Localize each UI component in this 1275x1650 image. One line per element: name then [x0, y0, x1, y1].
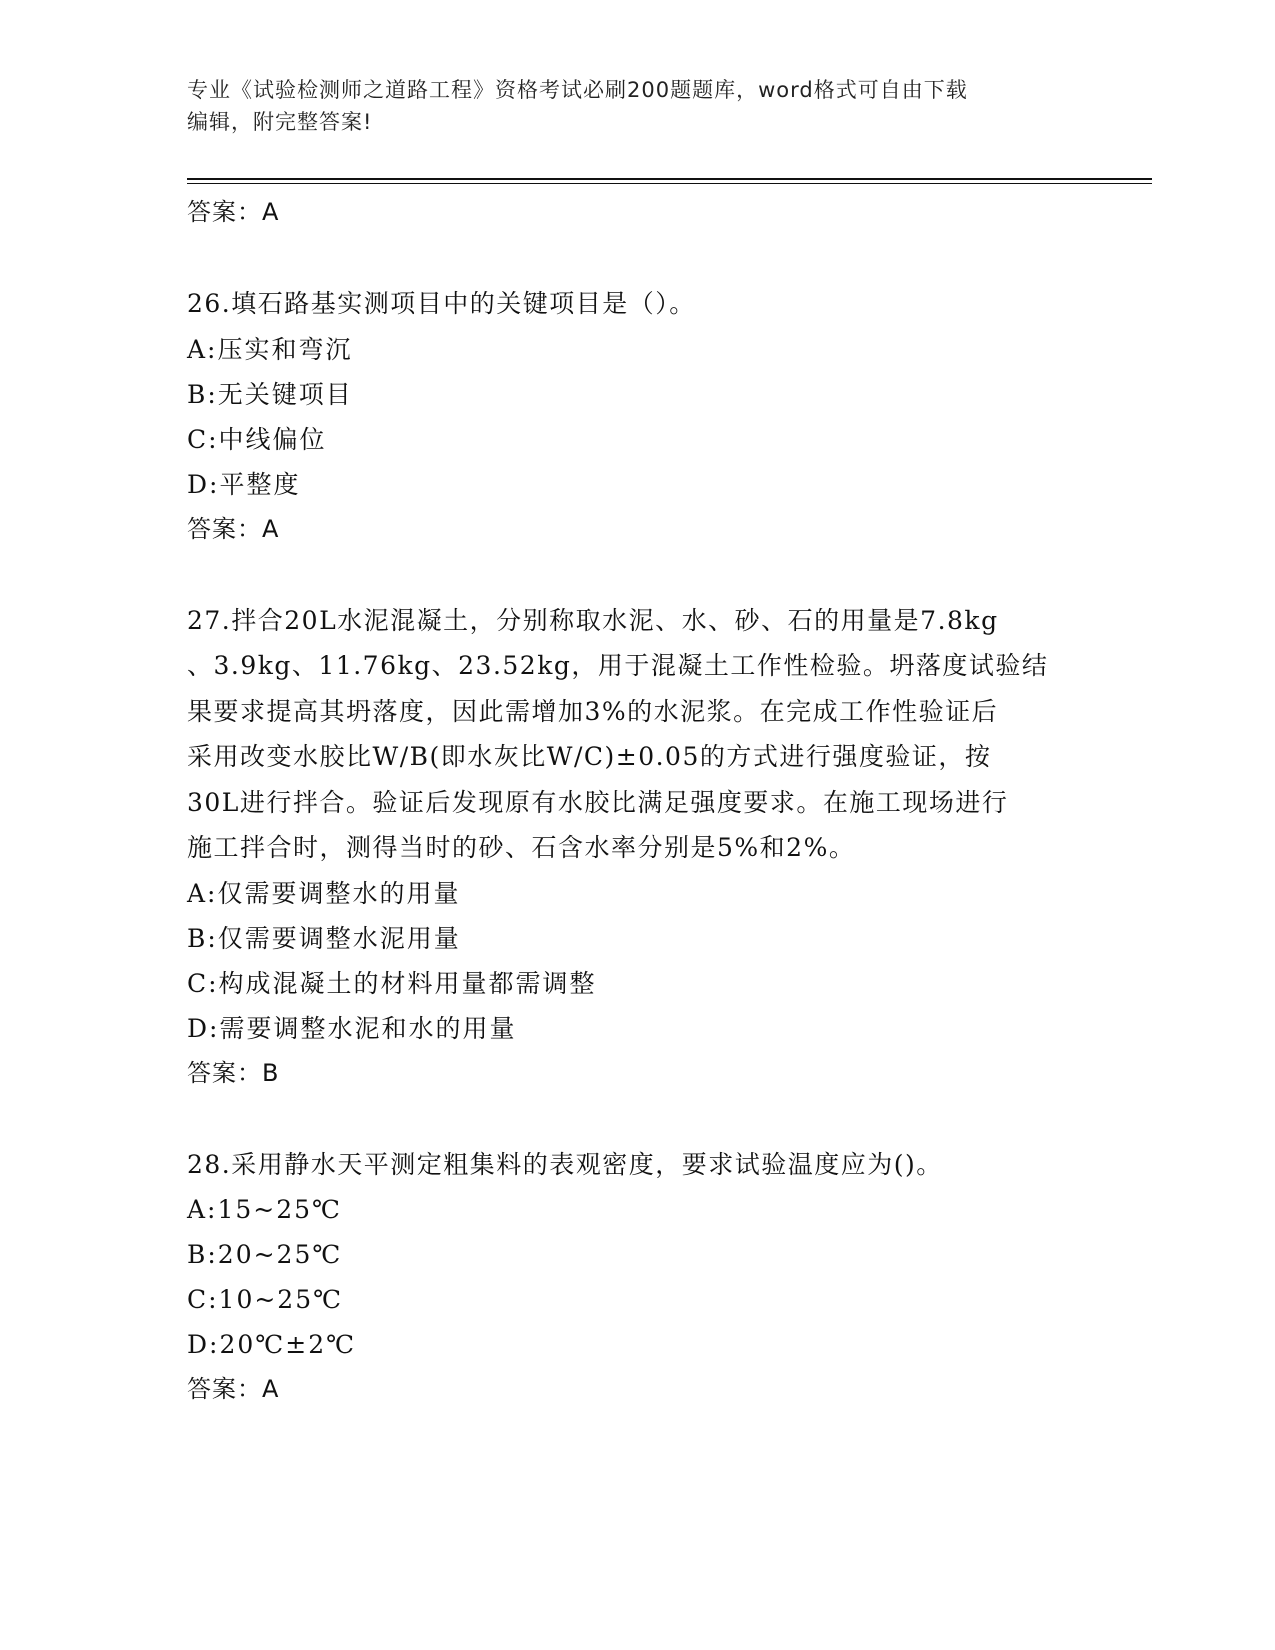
header-rule-thick: [187, 178, 1152, 180]
option-c: C:构成混凝土的材料用量都需调整: [187, 968, 597, 998]
spacer: [187, 552, 1087, 598]
stem-line: 26.填石路基实测项目中的关键项目是（）。: [187, 289, 696, 318]
option-b: B:仅需要调整水泥用量: [187, 923, 461, 953]
question-list: [187, 190, 1087, 1412]
question-26: [187, 281, 1087, 552]
header-line-1: 专业《试验检测师之道路工程》资格考试必刷200题题库，word格式可自由下载: [187, 78, 968, 102]
answer: 答案：A: [187, 1375, 280, 1403]
option-a: A:压实和弯沉: [187, 334, 353, 364]
header-line-2: 编辑，附完整答案!: [187, 110, 373, 134]
option-d: D:需要调整水泥和水的用量: [187, 1013, 517, 1043]
option-a: A:15~25℃: [187, 1195, 343, 1224]
stem-line: 、3.9kg、11.76kg、23.52kg，用于混凝土工作性检验。坍落度试验结: [187, 651, 1049, 680]
stem-line: 果要求提高其坍落度，因此需增加3%的水泥浆。在完成工作性验证后: [187, 696, 999, 726]
option-a: A:仅需要调整水的用量: [187, 878, 461, 908]
question-stem: [187, 1142, 1087, 1188]
page-header: [187, 74, 1087, 138]
previous-answer: 答案：A: [187, 198, 280, 226]
answer: 答案：B: [187, 1058, 280, 1087]
stem-line: 施工拌合时，测得当时的砂、石含水率分别是5%和2%。: [187, 833, 856, 862]
option-d: D:20℃±2℃: [187, 1330, 357, 1359]
header-rule-thin: [187, 183, 1152, 184]
stem-line: 采用改变水胶比W/B(即水灰比W/C)±0.05的方式进行强度验证，按: [187, 742, 992, 771]
stem-line: 30L进行拌合。验证后发现原有水胶比满足强度要求。在施工现场进行: [187, 787, 1009, 817]
spacer: [187, 235, 1087, 281]
spacer: [187, 1096, 1087, 1142]
option-b: B:20~25℃: [187, 1240, 343, 1269]
question-27: [187, 598, 1087, 1096]
option-d: D:平整度: [187, 469, 301, 499]
stem-line: 28.采用静水天平测定粗集料的表观密度，要求试验温度应为()。: [187, 1149, 943, 1179]
question-28: [187, 1142, 1087, 1413]
option-c: C:10~25℃: [187, 1285, 344, 1314]
option-b: B:无关键项目: [187, 379, 353, 409]
option-c: C:中线偏位: [187, 424, 327, 454]
answer: 答案：A: [187, 514, 280, 543]
question-stem: [187, 281, 1087, 327]
stem-line: 27.拌合20L水泥混凝土，分别称取水泥、水、砂、石的用量是7.8kg: [187, 605, 999, 635]
question-stem: [187, 598, 1087, 871]
